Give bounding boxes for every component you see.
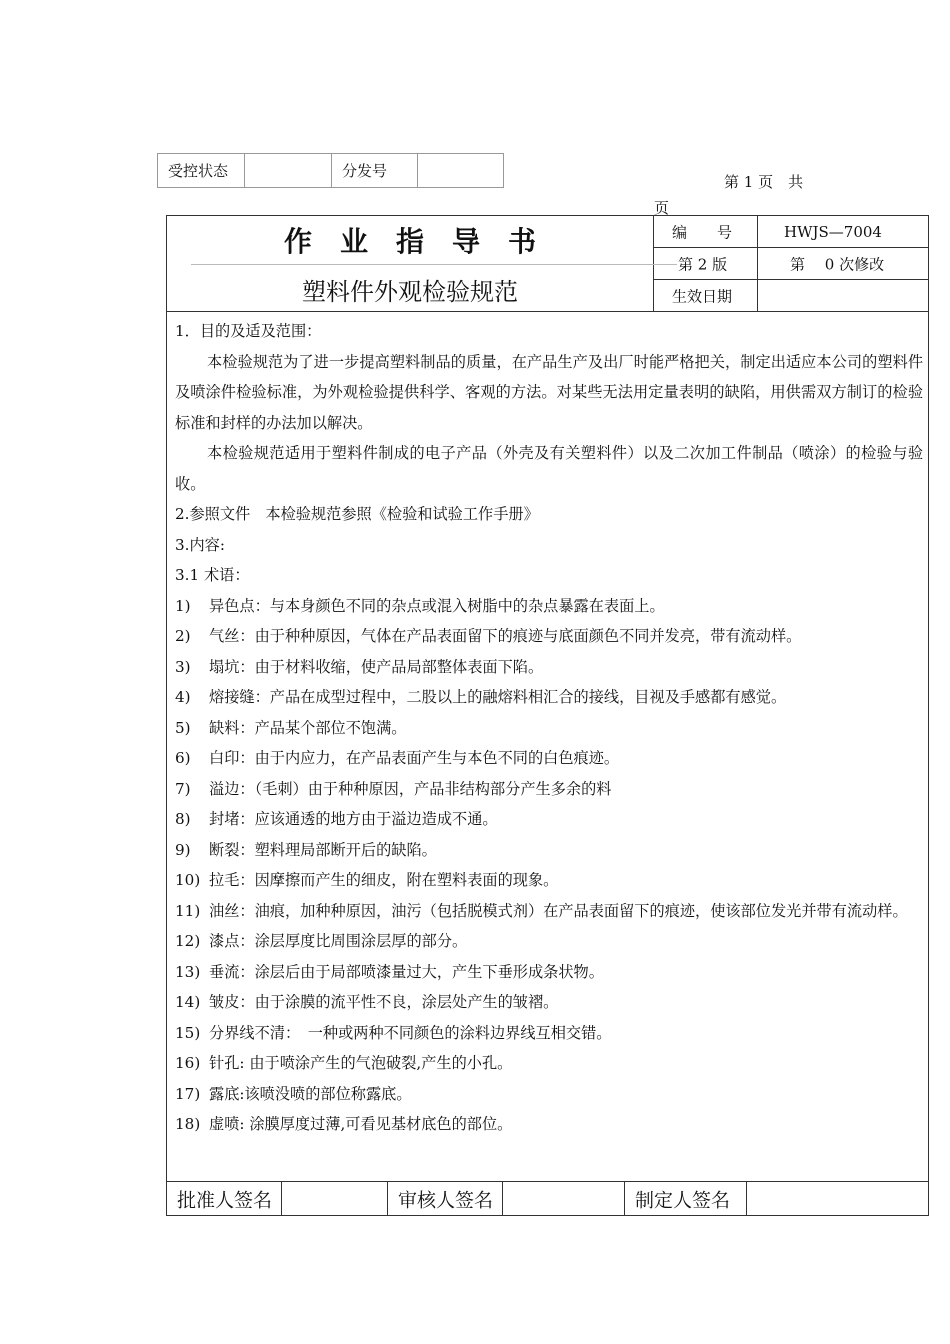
code-value: HWJS—7004 — [784, 222, 882, 241]
header-meta-block — [654, 216, 928, 311]
controlled-status-label: 受控状态 — [158, 154, 245, 188]
terms-list — [175, 591, 923, 1140]
list-item: 4) 熔接缝：产品在成型过程中，二股以上的融熔料相汇合的接线，目视及手感都有感觉。 — [175, 688, 787, 706]
list-item: 7) 溢边：（毛刺）由于种种原因，产品非结构部分产生多余的料 — [175, 779, 612, 798]
section-3-title: 3.内容: — [175, 535, 225, 554]
list-item: 10) 拉毛：因摩擦而产生的细皮，附在塑料表面的现象。 — [175, 871, 559, 889]
document-body — [175, 316, 923, 1140]
preparer-signature-field — [747, 1182, 928, 1216]
list-item: 6) 白印：由于内应力，在产品表面产生与本色不同的白色痕迹。 — [175, 749, 620, 767]
approver-signature-field — [282, 1182, 388, 1216]
list-item: 18) 虚喷: 涂膜厚度过薄,可看见基材底色的部位。 — [175, 1115, 513, 1133]
page-total: 页 — [654, 199, 670, 217]
edition-value: 第 2 版 — [678, 255, 728, 273]
effective-date-row — [654, 280, 928, 312]
control-status-table — [157, 153, 504, 188]
list-item: 11) 油丝：油痕，加种种原因，油污（包括脱模式剂）在产品表面留下的痕迹，使该部位发光并带有流动样。 — [175, 901, 908, 920]
section-3-1-title: 3.1 术语： — [175, 566, 250, 584]
document-header — [167, 216, 928, 312]
section-2-references: 2.参照文件 本检验规范参照《检验和试验工作手册》 — [175, 505, 539, 523]
preparer-signature-label: 制定人签名 — [635, 1189, 731, 1212]
header-title-block — [167, 216, 654, 311]
list-item: 15) 分界线不清： 一种或两种不同颜色的涂料边界线互相交错。 — [175, 1023, 612, 1042]
list-item: 2) 气丝：由于种种原因，气体在产品表面留下的痕迹与底面颜色不同并发亮，带有流动样。 — [175, 627, 802, 645]
document-title: 作业指导书 — [283, 225, 564, 258]
controlled-status-value — [245, 154, 332, 188]
page-number: 第 1 页 共 — [724, 173, 804, 191]
section-1-paragraph-2: 本检验规范适用于塑料件制成的电子产品（外壳及有关塑料件）以及二次加工件制品（喷涂）的检验与验收。 — [175, 444, 923, 493]
reviewer-signature-label: 审核人签名 — [398, 1189, 494, 1212]
document-subtitle: 塑料件外观检验规范 — [302, 278, 518, 306]
instruction-document — [166, 215, 929, 1216]
list-item: 1) 异色点：与本身颜色不同的杂点或混入树脂中的杂点暴露在表面上。 — [175, 596, 665, 615]
effective-date-label: 生效日期 — [672, 287, 733, 306]
list-item: 9) 断裂：塑料理局部断开后的缺陷。 — [175, 840, 437, 859]
list-item: 8) 封堵：应该通透的地方由于溢边造成不通。 — [175, 810, 498, 828]
code-row — [654, 216, 928, 248]
list-item: 5) 缺料：产品某个部位不饱满。 — [175, 718, 407, 737]
approver-signature-label: 批准人签名 — [177, 1189, 273, 1212]
edition-row — [654, 248, 928, 280]
list-item: 17) 露底:该喷没喷的部位称露底。 — [175, 1084, 412, 1103]
revision-value: 第 0 次修改 — [790, 255, 885, 273]
list-item: 13) 垂流：涂层后由于局部喷漆量过大，产生下垂形成条状物。 — [175, 962, 604, 981]
section-1-paragraph-1: 本检验规范为了进一步提高塑料制品的质量，在产品生产及出厂时能严格把关，制定出适应本公司的塑料件及喷涂件检验标准，为外观检验提供科学、客观的方法。对某些无法用定量表明的缺陷，用供需双方制订的检验标准和封样的办法加以解决。 — [175, 352, 923, 432]
list-item: 16) 针孔: 由于喷涂产生的气泡破裂,产生的小孔。 — [175, 1054, 513, 1072]
list-item: 14) 皱皮：由于涂膜的流平性不良，涂层处产生的皱褶。 — [175, 993, 559, 1011]
title-divider — [191, 264, 677, 265]
list-item: 3) 塌坑：由于材料收缩，使产品局部整体表面下陷。 — [175, 657, 544, 676]
list-item: 12) 漆点：涂层厚度比周围涂层厚的部分。 — [175, 932, 468, 950]
distribution-number-value — [418, 154, 504, 188]
distribution-number-label: 分发号 — [332, 154, 418, 188]
signature-row — [167, 1181, 928, 1216]
section-1-title: 1．目的及适及范围： — [175, 322, 322, 340]
code-label: 编 号 — [672, 223, 733, 241]
reviewer-signature-field — [503, 1182, 625, 1216]
